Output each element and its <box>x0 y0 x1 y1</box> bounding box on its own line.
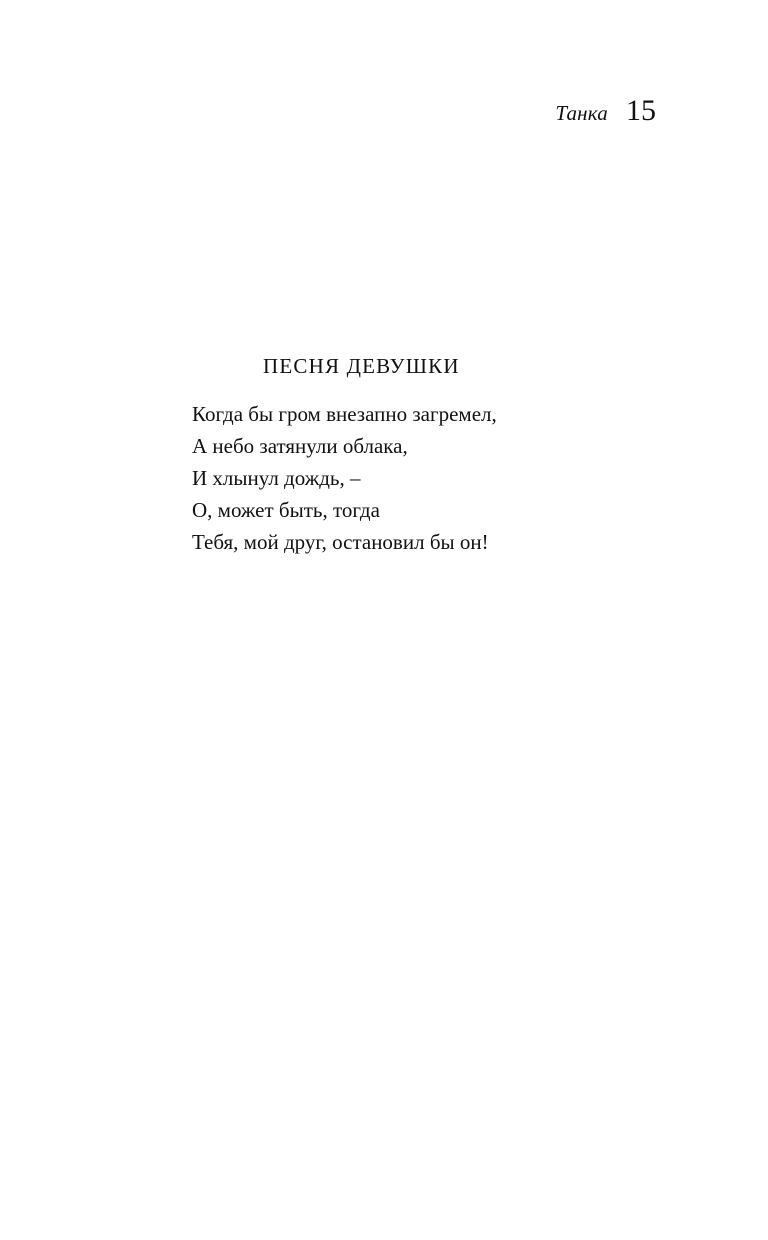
poem-line: И хлынул дождь, – <box>192 466 361 490</box>
running-title: Танка <box>555 101 608 125</box>
running-head <box>555 96 656 126</box>
poem-line: А небо затянули облака, <box>192 434 408 458</box>
poem-line: Когда бы гром внезапно загремел, <box>192 402 497 426</box>
poem-line: Тебя, мой друг, остановил бы он! <box>192 530 489 554</box>
poem-title: ПЕСНЯ ДЕВУШКИ <box>263 354 460 378</box>
poem-line: О, может быть, тогда <box>192 498 380 522</box>
page-number: 15 <box>626 94 656 127</box>
poem-body <box>192 398 497 558</box>
